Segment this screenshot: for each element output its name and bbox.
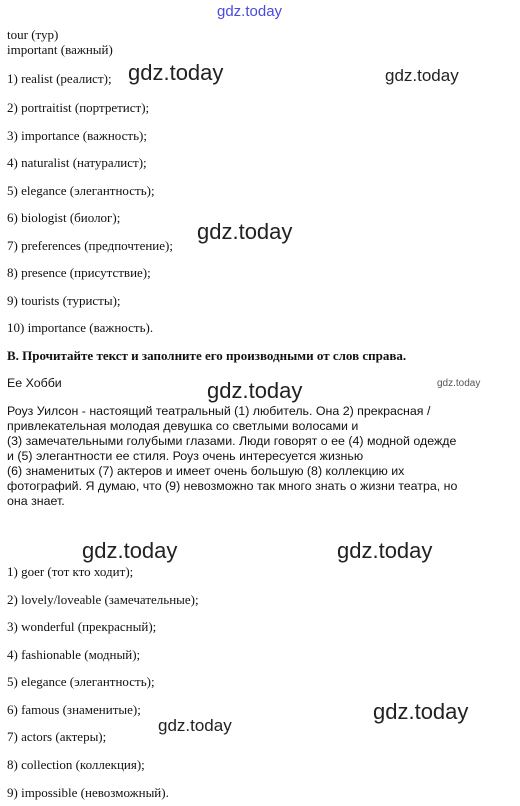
watermark: gdz.today <box>82 538 178 563</box>
watermark: gdz.today <box>158 716 232 735</box>
answer-a-9: 9) tourists (туристы); <box>7 293 121 308</box>
answer-a-8: 8) presence (присутствие); <box>7 265 151 280</box>
paragraph-line: она знает. <box>7 494 65 508</box>
answer-a-7: 7) preferences (предпочтение); <box>7 238 173 253</box>
answer-a-10: 10) importance (важность). <box>7 320 154 335</box>
text-title: Ее Хобби <box>7 376 62 390</box>
watermark: gdz.today <box>128 60 224 85</box>
answer-b-7: 7) actors (актеры); <box>7 729 107 744</box>
section-heading: B. Прочитайте текст и заполните его производными от слов справа. <box>7 348 407 363</box>
watermark: gdz.today <box>197 219 293 244</box>
answer-a-3: 3) importance (важность); <box>7 128 147 143</box>
paragraph-line: Роуз Уилсон - настоящий театральный (1) любитель. Она 2) прекрасная / <box>7 404 431 418</box>
paragraph-line: (6) знаменитых (7) актеров и имеет очень большую (8) коллекцию их <box>7 464 405 478</box>
answer-b-5: 5) elegance (элегантность); <box>7 674 155 689</box>
answer-b-6: 6) famous (знаменитые); <box>7 702 141 717</box>
paragraph-line: (3) замечательными голубыми глазами. Люди говорят о ее (4) модной одежде <box>7 434 457 448</box>
paragraph-line: привлекательная молодая девушка со светлыми волосами и <box>7 419 359 433</box>
answer-b-9: 9) impossible (невозможный). <box>7 785 169 800</box>
answer-a-1: 1) realist (реалист); <box>7 71 112 86</box>
watermark: gdz.today <box>385 66 459 85</box>
watermark-top: gdz.today <box>217 3 283 20</box>
answer-b-3: 3) wonderful (прекрасный); <box>7 619 157 634</box>
paragraph-line: и (5) элегантности ее стиля. Роуз очень интересуется жизнью <box>7 449 364 463</box>
answer-a-6: 6) biologist (биолог); <box>7 210 121 225</box>
answer-b-8: 8) collection (коллекция); <box>7 757 145 772</box>
paragraph-line: фотографий. Я думаю, что (9) невозможно так много знать о жизни театра, но <box>7 479 458 493</box>
answer-a-5: 5) elegance (элегантность); <box>7 183 155 198</box>
answer-b-2: 2) lovely/loveable (замечательные); <box>7 592 199 607</box>
intro-line: tour (тур) <box>7 27 59 42</box>
watermark: gdz.today <box>437 378 481 389</box>
watermark: gdz.today <box>207 378 303 403</box>
watermark: gdz.today <box>373 699 469 724</box>
answer-b-1: 1) goer (тот кто ходит); <box>7 564 134 579</box>
intro-line: important (важный) <box>7 42 113 57</box>
text-paragraph <box>7 404 517 509</box>
watermark: gdz.today <box>337 538 433 563</box>
answer-b-4: 4) fashionable (модный); <box>7 647 141 662</box>
answer-a-2: 2) portraitist (портретист); <box>7 100 150 115</box>
answer-a-4: 4) naturalist (натуралист); <box>7 155 147 170</box>
